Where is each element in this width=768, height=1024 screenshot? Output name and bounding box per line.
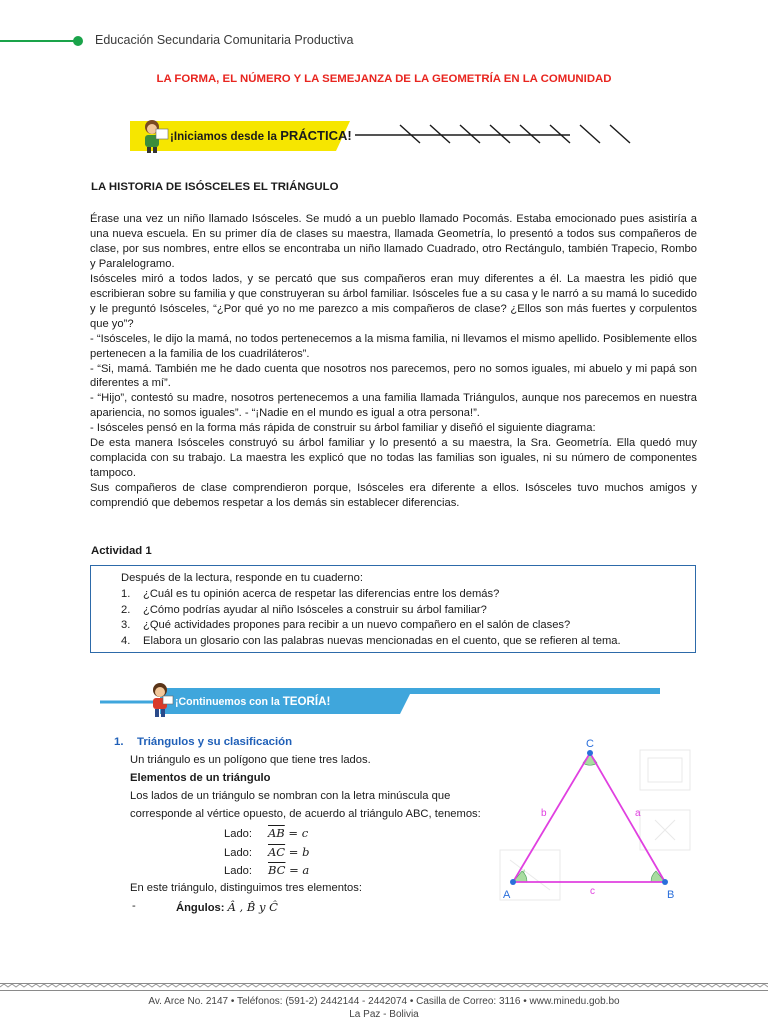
vertex-c-label: C [586, 738, 594, 750]
header-rule [0, 40, 78, 42]
activity-item-number: 4. [121, 634, 131, 647]
footer-contact: Av. Arce No. 2147 • Teléfonos: (591-2) 2442144 - 2442074 • Casilla de Correo: 3116 • www.minedu.gob.bo [148, 996, 620, 1007]
theory-banner-emph: TEORÍA! [282, 695, 331, 708]
activity-intro: Después de la lectura, responde en tu cuaderno: [121, 572, 363, 584]
document-title: LA FORMA, EL NÚMERO Y LA SEMEJANZA DE LA GEOMETRÍA EN LA COMUNIDAD [156, 73, 612, 85]
activity-item-text: ¿Cuál es tu opinión acerca de respetar las diferencias entre los demás? [143, 588, 500, 600]
side-value: c [301, 826, 309, 840]
theory-banner-text [175, 695, 330, 708]
vertex-a-label: A [503, 889, 511, 901]
sides-text-1: Los lados de un triángulo se nombran con la letra minúscula que [130, 790, 451, 802]
vertex-b-label: B [667, 889, 675, 901]
triangle-edges [513, 753, 665, 882]
triangle-abc-diagram [480, 730, 700, 910]
side-row [224, 826, 308, 840]
side-label: Lado: [224, 865, 252, 877]
section-number: 1. [114, 736, 124, 748]
elements-heading: Elementos de un triángulo [130, 772, 271, 784]
story-body [90, 212, 697, 511]
side-value: a [302, 863, 310, 877]
side-equals: = [284, 826, 302, 840]
side-segment: $\overline{AB}$ [268, 826, 285, 840]
activity-item [121, 619, 691, 635]
activity-item-text: ¿Cómo podrías ayudar al niño Isósceles a construir su árbol familiar? [143, 603, 487, 616]
header-dot [73, 36, 83, 46]
activity-item [121, 588, 691, 604]
practice-banner-text [170, 128, 352, 143]
angles-dash: - [132, 900, 136, 912]
theory-banner [100, 680, 660, 720]
vertex-c-point [587, 750, 593, 756]
side-segment: $\overline{BC}$ [268, 863, 286, 877]
side-row [224, 845, 309, 859]
activity-item-number: 2. [121, 603, 131, 616]
section-title [114, 736, 292, 748]
vertex-b-point [662, 879, 668, 885]
theory-banner-pre: ¡Continuemos con la [175, 696, 283, 708]
activity-item [121, 604, 691, 620]
triangle-definition: Un triángulo es un polígono que tiene tres lados. [130, 754, 371, 766]
story-paragraph: - “Si, mamá. También me he dado cuenta que nosotros nos parecemos, pero no somos iguales, mi abuelo y mi papá son diferentes a mí”. [90, 362, 697, 390]
side-value: b [302, 845, 310, 859]
header-institution: Educación Secundaria Comunitaria Productiva [95, 33, 354, 47]
side-label: Lado: [224, 847, 252, 859]
vertex-a-point [510, 879, 516, 885]
side-c-label: c [590, 886, 595, 897]
story-paragraph: De esta manera Isósceles construyó su árbol familiar y lo presentó a su maestra, la Sra. Geometría. Ella quedó muy complacida con su trabajo. La maestra les explicó que no todas las familias son iguales, ni su número de componentes tampoco. [90, 437, 697, 480]
side-equals: = [285, 863, 303, 877]
activity-item-text: ¿Qué actividades propones para recibir a un nuevo compañero en el salón de clases? [143, 619, 571, 631]
activity-list [121, 588, 691, 650]
activity-item-text: Elabora un glosario con las palabras nuevas mencionadas en el cuento, que se refieren al tema. [143, 634, 621, 647]
activity-item-number: 3. [121, 619, 131, 631]
side-b-label: b [541, 808, 547, 819]
story-heading: LA HISTORIA DE ISÓSCELES EL TRIÁNGULO [91, 181, 339, 193]
story-paragraph: - Isósceles pensó en la forma más rápida de construir su árbol familiar y diseñó el siguiente diagrama: [90, 422, 596, 435]
angles-label: Ángulos: [176, 902, 225, 914]
section-title-text: Triángulos y su clasificación [137, 736, 293, 748]
practice-banner-emph: PRÁCTICA! [280, 128, 352, 143]
sides-text-2: corresponde al vértice opuesto, de acuerdo al triángulo ABC, tenemos: [130, 808, 481, 820]
activity-item [121, 635, 691, 651]
elements-intro: En este triángulo, distinguimos tres elementos: [130, 882, 362, 894]
side-row [224, 863, 309, 877]
activity-item-number: 1. [121, 588, 131, 600]
story-paragraph: Érase una vez un niño llamado Isósceles. Se mudó a un pueblo llamado Pocomás. Estaba emocionado pues asistiría a una nueva escuela. En su primer día de clases su maestra, llamada Geometría, lo presentó a todos sus compañeros de clase, por sus nombres, entre ellos se encontraba un niño llamado Cuadrado, otro Rectángulo, también Trapecio, Rombo y Paralelogramo. [90, 213, 697, 270]
story-paragraph: - “Hijo”, contestó su madre, nosotros pertenecemos a una familia llamada Triángulos, aunque nos parecemos en nuestra apariencia, no somos iguales”. - “¡Nadie en el mundo es igual a otra persona!”. [90, 392, 697, 420]
angles-math: Â , B̂ y Ĉ [227, 900, 278, 914]
practice-banner [100, 115, 660, 155]
angles-row [176, 900, 278, 914]
activity-heading: Actividad 1 [91, 545, 152, 557]
footer-pattern-band [0, 980, 768, 994]
side-label: Lado: [224, 828, 252, 840]
practice-banner-pre: ¡Iniciamos desde la [170, 130, 281, 143]
side-segment: $\overline{AC}$ [268, 845, 286, 859]
side-a-label: a [635, 808, 641, 819]
story-paragraph: Sus compañeros de clase comprendieron porque, Isósceles era diferente a ellos. Isósceles tuvo muchos amigos y comprendió que debemos respetar a los demás sin establecer diferencias. [90, 482, 697, 510]
footer-city: La Paz - Bolivia [349, 1009, 419, 1020]
story-paragraph: - “Isósceles, le dijo la mamá, no todos pertenecemos a la misma familia, ni llevamos el mismo apellido. Posiblemente ellos pertenecen a la familia de los cuadriláteros”. [90, 332, 697, 360]
story-paragraph: Isósceles miró a todos lados, y se percató que sus compañeros eran muy diferentes a él. La maestra les pidió que escribieran sobre su familia y que construyeran su árbol familiar. Isósceles fue a su casa y le narró a su mamá lo sucedido y le preguntó Isósceles, “¿Por qué yo no me parezco a mis compañeros de clase? ¿Ellos son más fuertes y corpulentos que yo”? [90, 272, 697, 330]
side-equals: = [285, 845, 303, 859]
